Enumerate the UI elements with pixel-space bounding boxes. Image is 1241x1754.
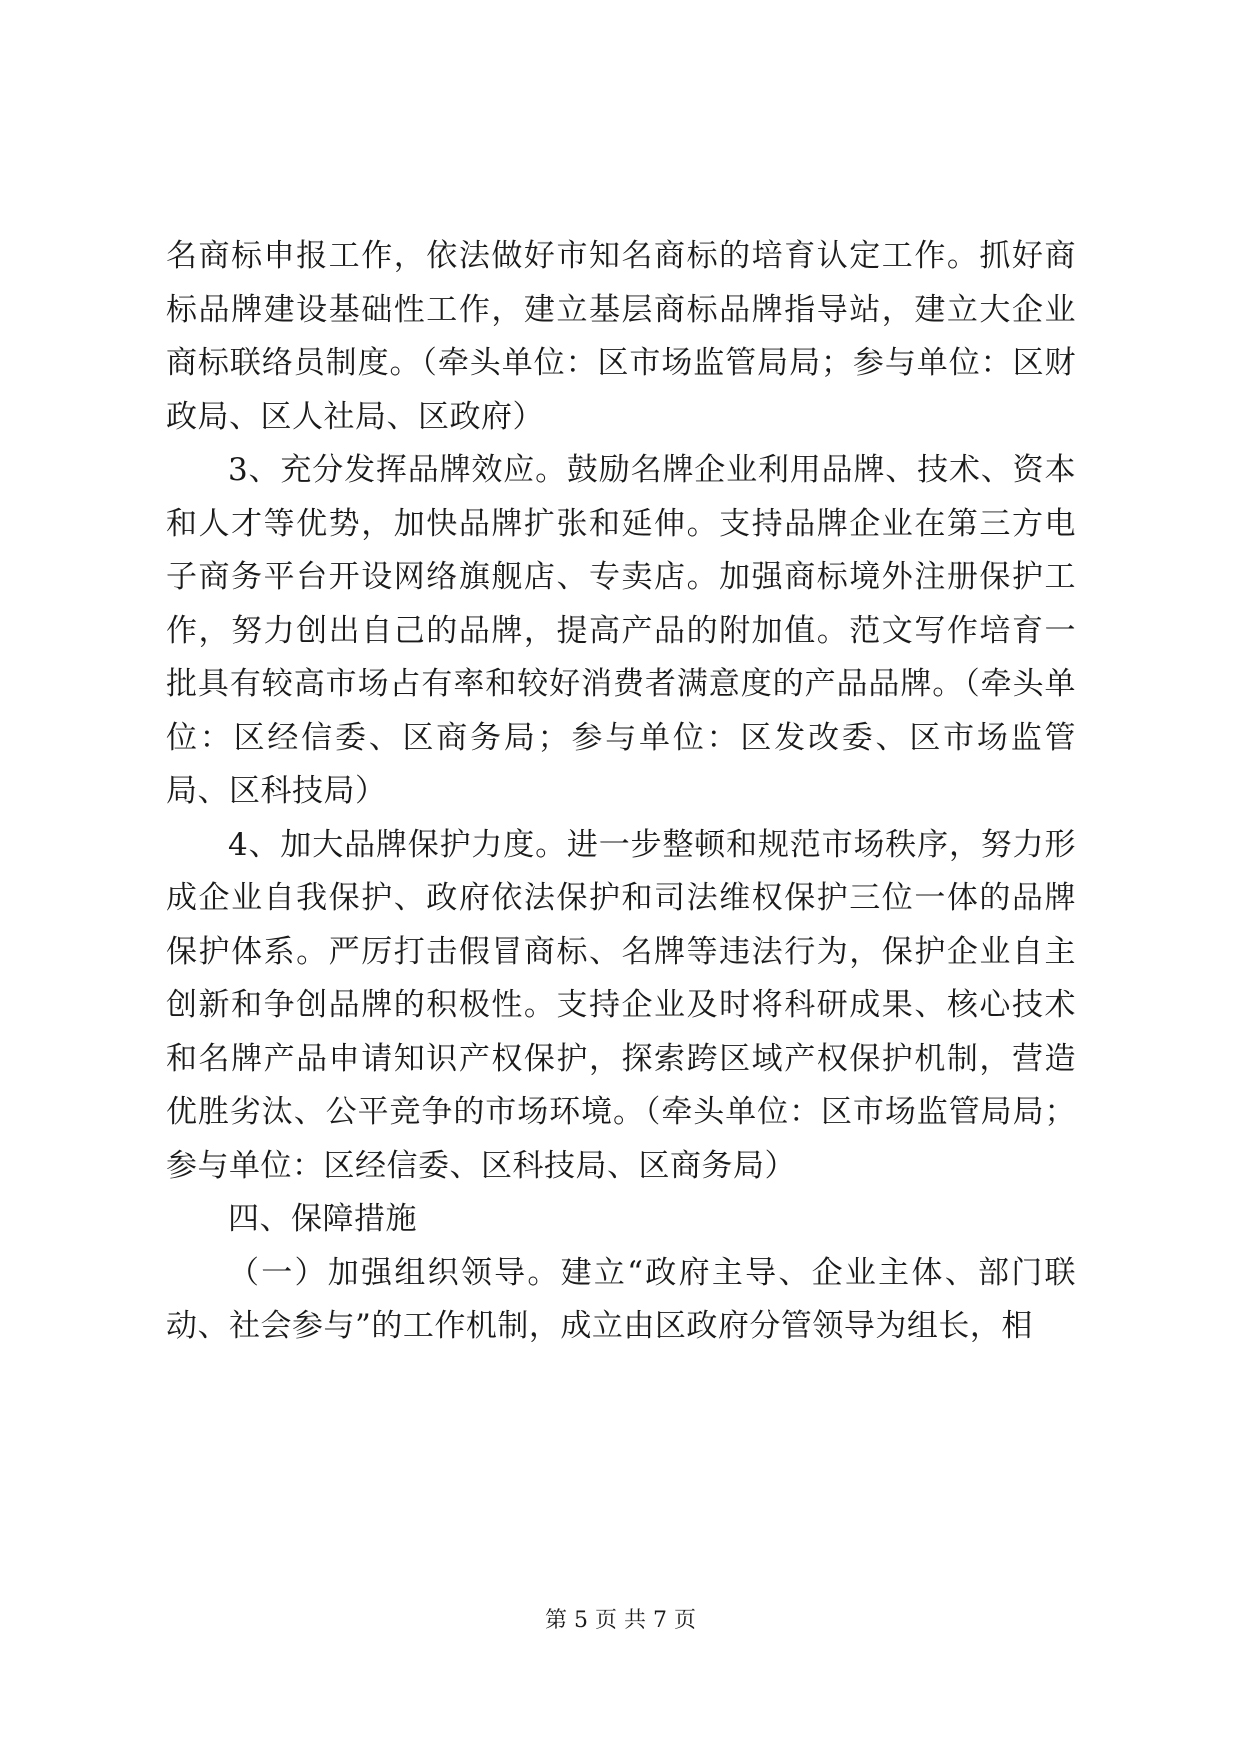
section-heading: 四、保障措施 bbox=[228, 1201, 417, 1237]
paragraph-item-3: 3、充分发挥品牌效应。鼓励名牌企业利用品牌、技术、资本和人才等优势，加快品牌扩张和延伸。支持品牌企业在第三方电子商务平台开设网络旗舰店、专卖店。加强商标境外注册保护工作，努力创出自己的品牌，提高产品的附加值。范文写作培育一批具有较高市场占有率和较好消费者满意度的产品品牌。（牵头单位：区经信委、区商务局；参与单位：区发改委、区市场监管局、区科技局） bbox=[166, 452, 1076, 809]
paragraph-continuation: 名商标申报工作，依法做好市知名商标的培育认定工作。抓好商标品牌建设基础性工作，建立基层商标品牌指导站，建立大企业商标联络员制度。（牵头单位：区市场监管局局；参与单位：区财政局、区人社局、区政府） bbox=[166, 238, 1076, 435]
paragraph-item-4: 4、加大品牌保护力度。进一步整顿和规范市场秩序，努力形成企业自我保护、政府依法保护和司法维权保护三位一体的品牌保护体系。严厉打击假冒商标、名牌等违法行为，保护企业自主创新和争创品牌的积极性。支持企业及时将科研成果、核心技术和名牌产品申请知识产权保护，探索跨区域产权保护机制，营造优胜劣汰、公平竞争的市场环境。（牵头单位：区市场监管局局；参与单位：区经信委、区科技局、区商务局） bbox=[166, 826, 1076, 1184]
page-number-label: 第 5 页 共 7 页 bbox=[545, 1608, 696, 1633]
paragraph-section-1: （一）加强组织领导。建立“政府主导、企业主体、部门联动、社会参与”的工作机制，成立由区政府分管领导为组长，相 bbox=[166, 1254, 1076, 1344]
document-body bbox=[166, 230, 1076, 1354]
page-footer bbox=[0, 1606, 1241, 1636]
